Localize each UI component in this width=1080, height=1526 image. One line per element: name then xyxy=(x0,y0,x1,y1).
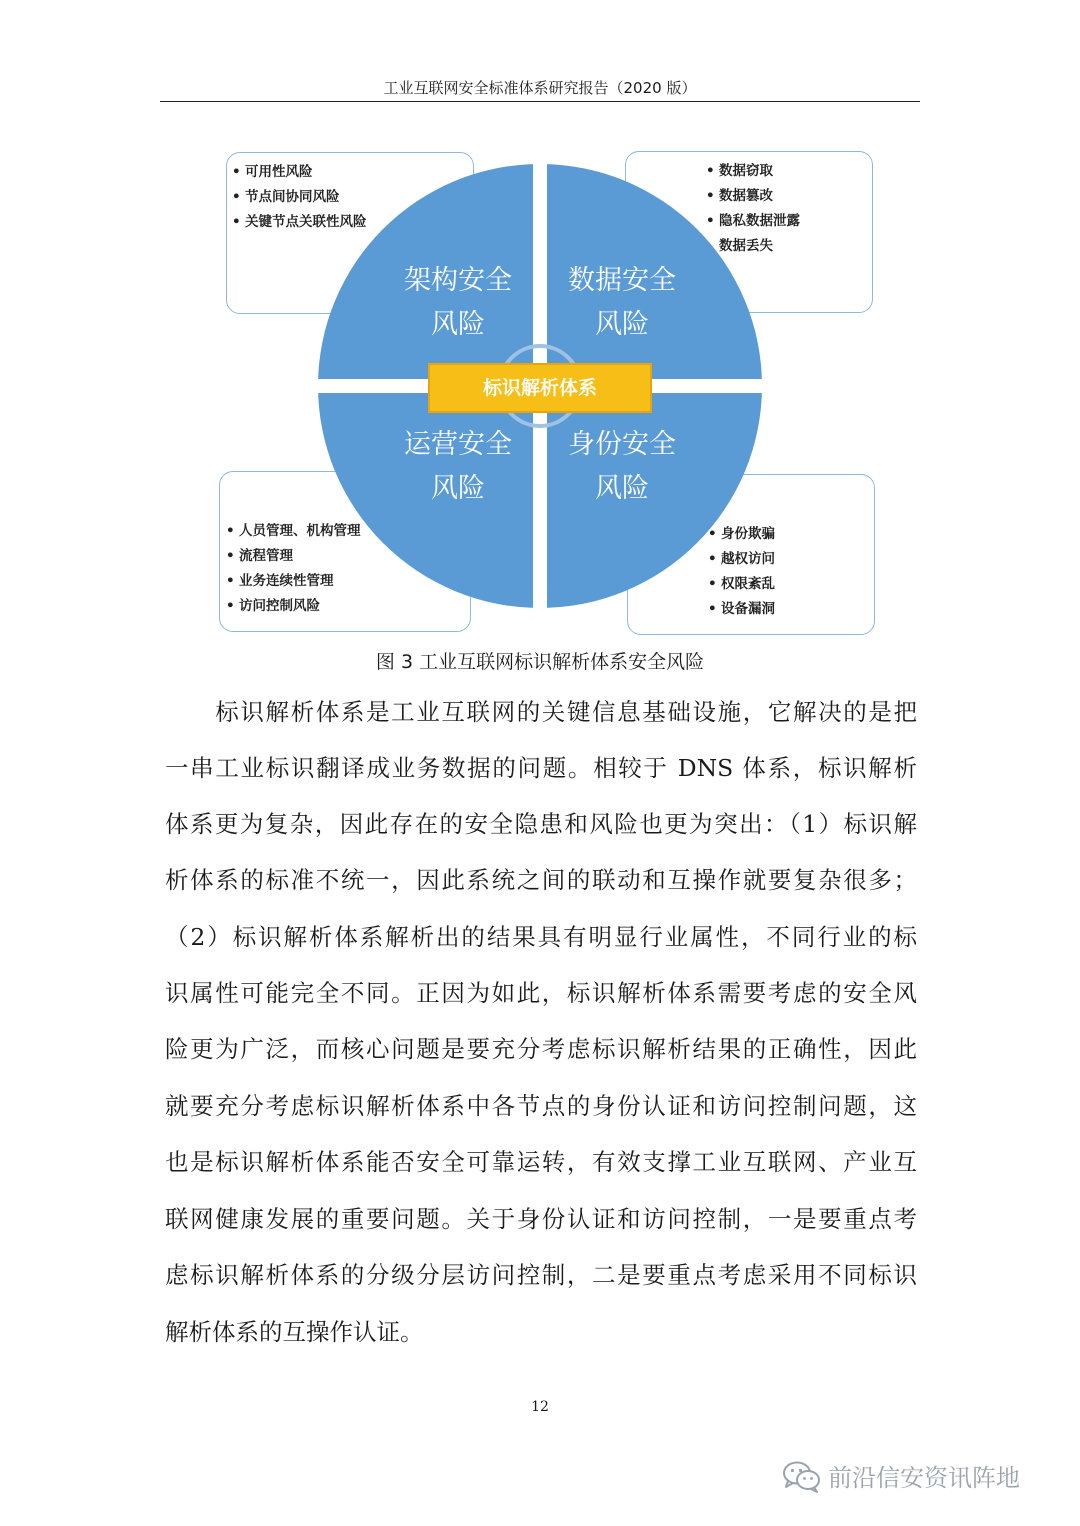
paragraph-line: （2）标识解析体系解析出的结果具有明显行业属性，不同行业的标 xyxy=(165,923,917,951)
list-item: • 隐私数据泄露 xyxy=(706,209,800,234)
list-top-right xyxy=(706,159,800,259)
page-number: 12 xyxy=(531,1399,549,1415)
quadrant-label-line: 架构安全 xyxy=(404,265,512,296)
list-item: • 权限紊乱 xyxy=(708,572,775,597)
paragraph-line: 险更为广泛，而核心问题是要充分考虑标识解析结果的正确性，因此 xyxy=(165,1035,917,1063)
paragraph-line: 标识解析体系是工业互联网的关键信息基础设施，它解决的是把 xyxy=(165,698,917,726)
quadrant-label-line: 身份安全 xyxy=(568,429,676,460)
quadrant-label-line: 风险 xyxy=(431,473,485,504)
list-item: • 可用性风险 xyxy=(232,160,367,185)
list-item: • 越权访问 xyxy=(708,547,775,572)
list-item: • 业务连续性管理 xyxy=(226,569,361,594)
paragraph-line: 虑标识解析体系的分级分层访问控制，二是要重点考虑采用不同标识 xyxy=(165,1261,917,1289)
quadrant-label-architecture xyxy=(368,259,548,347)
list-item: • 数据窃取 xyxy=(706,159,800,184)
watermark-text: 前沿信安资讯阵地 xyxy=(828,1464,1020,1492)
quadrant-label-line: 风险 xyxy=(595,473,649,504)
list-item: • 数据篡改 xyxy=(706,184,800,209)
paragraph-line: 体系更为复杂，因此存在的安全隐患和风险也更为突出：（1）标识解 xyxy=(165,810,917,838)
list-bottom-right xyxy=(708,522,775,622)
list-bottom-left xyxy=(226,519,361,619)
wechat-icon xyxy=(782,1460,822,1494)
paragraph-line: 也是标识解析体系能否安全可靠运转，有效支撑工业互联网、产业互 xyxy=(165,1148,917,1176)
paragraph-line: 析体系的标准不统一，因此系统之间的联动和互操作就要复杂很多； xyxy=(165,866,917,894)
list-item: 数据丢失 xyxy=(719,238,773,254)
list-item: • 节点间协同风险 xyxy=(232,185,367,210)
paragraph-line: 联网健康发展的重要问题。关于身份认证和访问控制，一是要重点考 xyxy=(165,1205,917,1233)
figure-caption: 图 3 工业互联网标识解析体系安全风险 xyxy=(375,651,705,673)
quadrant-label-line: 风险 xyxy=(431,309,485,340)
list-item: • 关键节点关联性风险 xyxy=(232,210,367,235)
paragraph-line: 就要充分考虑标识解析体系中各节点的身份认证和访问控制问题，这 xyxy=(165,1092,917,1120)
paragraph-line: 解析体系的互操作认证。 xyxy=(165,1318,424,1346)
quadrant-label-operation xyxy=(368,423,548,511)
paragraph-line: 一串工业标识翻译成业务数据的问题。相较于 DNS 体系，标识解析 xyxy=(165,754,917,782)
list-item: • 人员管理、机构管理 xyxy=(226,519,361,544)
quadrant-label-identity xyxy=(532,423,712,511)
header-title: 工业互联网安全标准体系研究报告（2020 版） xyxy=(383,79,697,97)
list-item: • 设备漏洞 xyxy=(708,597,775,622)
list-top-left xyxy=(232,160,367,235)
watermark xyxy=(782,1458,1052,1498)
paragraph-line: 识属性可能完全不同。正因为如此，标识解析体系需要考虑的安全风 xyxy=(165,979,917,1007)
quadrant-label-data xyxy=(532,259,712,347)
center-label: 标识解析体系 xyxy=(428,363,652,413)
list-item: • 访问控制风险 xyxy=(226,594,361,619)
list-item: • 身份欺骗 xyxy=(708,522,775,547)
list-item: • 流程管理 xyxy=(226,544,361,569)
risk-diagram xyxy=(0,0,1080,650)
quadrant-label-line: 风险 xyxy=(595,309,649,340)
quadrant-label-line: 运营安全 xyxy=(404,429,512,460)
quadrant-label-line: 数据安全 xyxy=(568,265,676,296)
